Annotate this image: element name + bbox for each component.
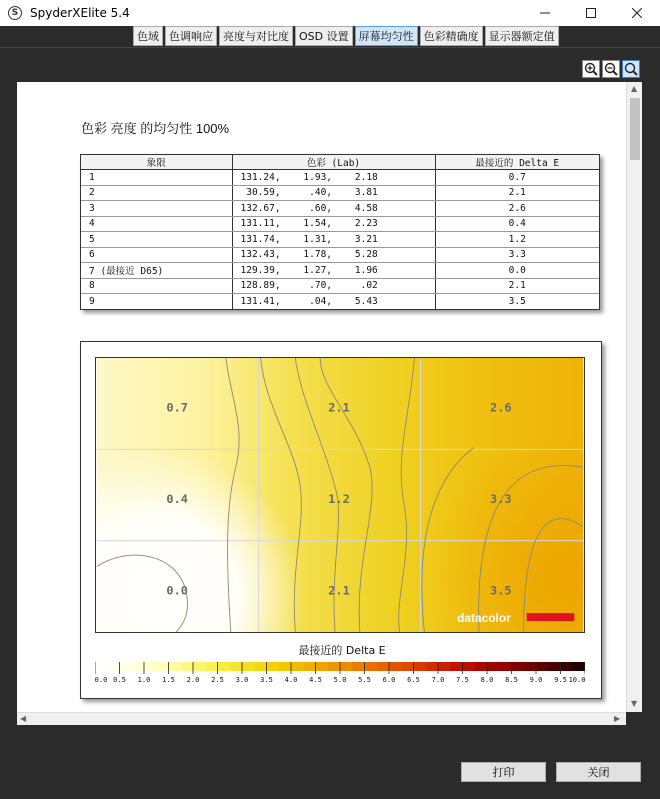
scale-tick-label: 1.0 bbox=[137, 676, 151, 684]
scale-segment bbox=[279, 662, 292, 671]
scale-segment bbox=[218, 662, 231, 671]
delta-e-cell: 0.4 bbox=[435, 216, 599, 232]
scroll-up-icon[interactable]: ▲ bbox=[631, 84, 638, 93]
scale-tick-label: 8.0 bbox=[480, 676, 494, 684]
scale-segment bbox=[536, 662, 549, 671]
lab-cell: 132.67, .60, 4.58 bbox=[232, 201, 435, 217]
scale-tick-label: 5.5 bbox=[358, 676, 371, 684]
scale-tick-label: 0.5 bbox=[113, 676, 126, 684]
lab-cell: 132.43, 1.78, 5.28 bbox=[232, 247, 435, 263]
scale-tick-label: 6.5 bbox=[407, 676, 420, 684]
scale-segment bbox=[291, 662, 304, 671]
scale-segment bbox=[512, 662, 525, 671]
zoom-out-button[interactable] bbox=[602, 60, 620, 78]
scale-segment bbox=[352, 662, 365, 671]
zoom-out-icon bbox=[604, 62, 618, 76]
scale-tick-label: 4.5 bbox=[309, 676, 322, 684]
quadrant-cell: 2 bbox=[81, 185, 232, 201]
cell-value: 0.0 bbox=[166, 583, 188, 598]
scale-segment bbox=[169, 662, 182, 671]
print-button[interactable]: 打印 bbox=[461, 762, 546, 782]
table-row bbox=[81, 294, 599, 310]
quadrant-cell: 8 bbox=[81, 278, 232, 294]
scale-tick-label: 7.0 bbox=[431, 676, 445, 684]
scale-tick-label: 4.0 bbox=[284, 676, 298, 684]
maximize-icon bbox=[586, 8, 596, 18]
scale-tick-label: 3.5 bbox=[260, 676, 273, 684]
scale-segment bbox=[230, 662, 243, 671]
cell-value: 0.4 bbox=[166, 491, 188, 506]
scale-tick-label: 3.0 bbox=[235, 676, 249, 684]
cell-value: 1.2 bbox=[328, 491, 350, 506]
tab-color-accuracy[interactable]: 色彩精确度 bbox=[420, 26, 483, 46]
quadrant-cell: 4 bbox=[81, 216, 232, 232]
delta-e-cell: 2.1 bbox=[435, 278, 599, 294]
scale-segment bbox=[156, 662, 169, 671]
tab-osd-settings[interactable]: OSD 设置 bbox=[295, 26, 353, 46]
delta-e-cell: 3.3 bbox=[435, 247, 599, 263]
scale-segment bbox=[548, 662, 561, 671]
table-row bbox=[81, 232, 599, 248]
report-document bbox=[17, 82, 626, 712]
color-scale-labels bbox=[95, 676, 585, 688]
scale-segment bbox=[365, 662, 378, 671]
datacolor-logo-bar bbox=[527, 613, 575, 621]
app-icon: S bbox=[8, 6, 22, 20]
cell-value: 2.1 bbox=[328, 583, 350, 598]
zoom-in-icon bbox=[584, 62, 598, 76]
scale-tick-label: 9.0 bbox=[529, 676, 543, 684]
tab-display-rating[interactable]: 显示器额定值 bbox=[485, 26, 559, 46]
vertical-scrollbar[interactable] bbox=[626, 82, 642, 712]
scale-segment bbox=[242, 662, 255, 671]
scale-segment bbox=[328, 662, 341, 671]
quadrant-cell: 9 bbox=[81, 294, 232, 310]
lab-cell: 131.74, 1.31, 3.21 bbox=[232, 232, 435, 248]
lab-cell: 30.59, .40, 3.81 bbox=[232, 185, 435, 201]
scale-segment bbox=[107, 662, 120, 671]
lab-cell: 131.41, .04, 5.43 bbox=[232, 294, 435, 310]
tab-screen-uniformity[interactable]: 屏幕均匀性 bbox=[355, 26, 418, 46]
scale-tick-label: 0.0 bbox=[94, 676, 108, 684]
scale-segment bbox=[377, 662, 390, 671]
scale-segment bbox=[401, 662, 414, 671]
scale-tick-label: 7.5 bbox=[456, 676, 469, 684]
delta-e-cell: 2.1 bbox=[435, 185, 599, 201]
scale-segment bbox=[475, 662, 488, 671]
window-title: SpyderXElite 5.4 bbox=[30, 6, 130, 20]
scale-segment bbox=[193, 662, 206, 671]
scale-segment bbox=[181, 662, 194, 671]
scroll-right-icon[interactable]: ▶ bbox=[614, 714, 621, 723]
quadrant-cell: 5 bbox=[81, 232, 232, 248]
magnifier-icon bbox=[624, 62, 638, 76]
scale-tick-label: 9.5 bbox=[554, 676, 567, 684]
zoom-in-button[interactable] bbox=[582, 60, 600, 78]
table-row bbox=[81, 185, 599, 201]
lab-cell: 128.89, .70, .02 bbox=[232, 278, 435, 294]
table-row bbox=[81, 263, 599, 279]
uniformity-heatmap bbox=[95, 357, 585, 633]
scale-segment bbox=[254, 662, 267, 671]
zoom-fit-button[interactable] bbox=[622, 60, 640, 78]
scale-segment bbox=[303, 662, 316, 671]
close-window-button[interactable] bbox=[614, 0, 660, 26]
header-lab: 色彩 (Lab) bbox=[232, 155, 435, 170]
cell-value: 3.5 bbox=[490, 583, 512, 598]
quadrant-cell: 1 bbox=[81, 170, 232, 186]
tab-bar bbox=[0, 26, 660, 48]
close-icon bbox=[632, 8, 642, 18]
delta-e-cell: 3.5 bbox=[508, 296, 526, 307]
table-row bbox=[81, 247, 599, 263]
cell-value: 3.3 bbox=[490, 491, 512, 506]
scale-tick-label: 6.0 bbox=[382, 676, 396, 684]
table-row bbox=[81, 170, 599, 186]
scale-tick-label: 8.5 bbox=[505, 676, 518, 684]
scale-segment bbox=[267, 662, 280, 671]
lab-cell: 129.39, 1.27, 1.96 bbox=[232, 263, 435, 279]
datacolor-logo: datacolor bbox=[457, 611, 511, 626]
scale-segment bbox=[487, 662, 500, 671]
title-bar bbox=[0, 0, 660, 26]
scale-segment bbox=[316, 662, 329, 671]
scroll-down-icon[interactable]: ▼ bbox=[631, 699, 638, 708]
cell-value: 2.6 bbox=[490, 400, 512, 415]
table-row bbox=[81, 278, 599, 294]
table-row bbox=[81, 216, 599, 232]
header-quadrant: 象限 bbox=[81, 155, 232, 170]
scale-segment bbox=[463, 662, 476, 671]
tab-tone-response[interactable]: 色调响应 bbox=[165, 26, 217, 46]
quadrant-cell: 7 (最接近 D65) bbox=[81, 263, 232, 279]
tab-brightness-contrast[interactable]: 亮度与对比度 bbox=[219, 26, 293, 46]
report-title: 色彩 亮度 的均匀性 100% bbox=[81, 121, 230, 136]
horizontal-scrollbar[interactable] bbox=[17, 712, 626, 725]
delta-e-cell: 1.2 bbox=[435, 232, 599, 248]
lab-cell: 131.11, 1.54, 2.23 bbox=[232, 216, 435, 232]
header-delta-e: 最接近的 Delta E bbox=[435, 155, 599, 170]
scale-tick-label: 2.0 bbox=[186, 676, 200, 684]
scale-tick-label: 5.0 bbox=[333, 676, 347, 684]
scale-segment bbox=[95, 662, 108, 671]
scale-tick-label: 2.5 bbox=[211, 676, 224, 684]
scale-segment bbox=[414, 662, 427, 671]
scale-segment bbox=[438, 662, 451, 671]
scale-tick-label: 10.0 bbox=[568, 676, 586, 684]
scale-segment bbox=[144, 662, 157, 671]
vertical-scroll-thumb[interactable] bbox=[630, 98, 640, 160]
delta-e-cell: 2.6 bbox=[435, 201, 599, 217]
color-scale-bar bbox=[95, 660, 585, 676]
delta-e-cell: 0.7 bbox=[435, 170, 599, 186]
scale-segment bbox=[450, 662, 463, 671]
cell-value: 2.1 bbox=[328, 400, 350, 415]
scale-segment bbox=[120, 662, 133, 671]
uniformity-table bbox=[80, 154, 600, 310]
scale-segment bbox=[132, 662, 145, 671]
scale-segment bbox=[524, 662, 537, 671]
scale-segment bbox=[561, 662, 574, 671]
scroll-left-icon[interactable]: ◀ bbox=[20, 714, 27, 723]
legend-title: 最接近的 Delta E bbox=[298, 644, 386, 657]
lab-cell: 131.24, 1.93, 2.18 bbox=[232, 170, 435, 186]
scale-segment bbox=[573, 662, 585, 671]
quadrant-cell: 3 bbox=[81, 201, 232, 217]
cell-value: 0.7 bbox=[166, 400, 188, 415]
quadrant-cell: 6 bbox=[81, 247, 232, 263]
scale-tick-label: 1.5 bbox=[162, 676, 175, 684]
delta-e-cell: 0.0 bbox=[435, 263, 599, 279]
minimize-icon bbox=[540, 8, 550, 18]
scale-segment bbox=[340, 662, 353, 671]
close-button[interactable]: 关闭 bbox=[556, 762, 641, 782]
uniformity-chart bbox=[80, 341, 602, 699]
tab-gamut[interactable]: 色域 bbox=[133, 26, 163, 46]
scale-segment bbox=[426, 662, 439, 671]
scale-segment bbox=[499, 662, 512, 671]
scale-segment bbox=[389, 662, 402, 671]
table-row bbox=[81, 201, 599, 217]
scale-segment bbox=[205, 662, 218, 671]
minimize-button[interactable] bbox=[522, 0, 568, 26]
maximize-button[interactable] bbox=[568, 0, 614, 26]
